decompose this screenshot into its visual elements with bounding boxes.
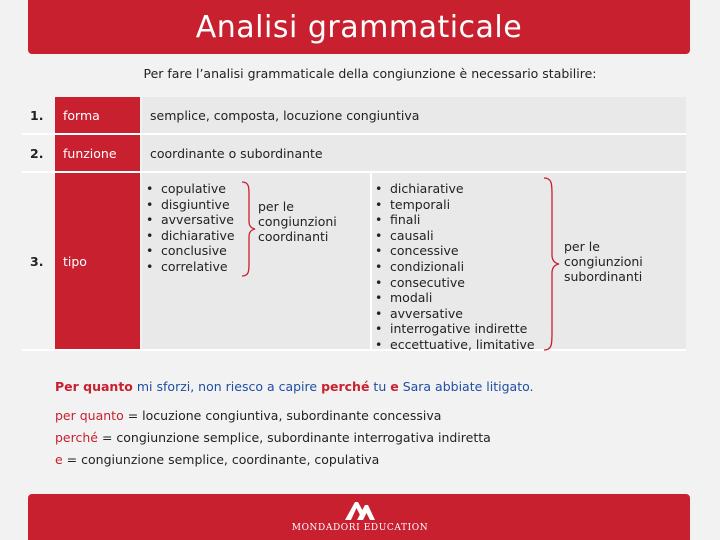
analysis-table xyxy=(22,97,686,351)
coordinanti-list xyxy=(146,181,235,275)
list-item: • conclusive xyxy=(146,243,235,259)
row-number: 1. xyxy=(22,97,54,133)
explanation-line xyxy=(55,452,379,467)
note-line: subordinanti xyxy=(564,269,643,284)
row-label: tipo xyxy=(55,173,140,349)
row-value: coordinante o subordinante xyxy=(142,135,686,171)
subordinanti-note xyxy=(564,239,643,284)
explanation-text: = congiunzione semplice, subordinante interrogativa indiretta xyxy=(97,430,491,445)
list-item: • concessive xyxy=(375,243,535,259)
table-row xyxy=(22,97,686,135)
brand-name: MONDADORI EDUCATION xyxy=(291,523,429,533)
title-bar xyxy=(28,0,690,54)
list-item: • avversative xyxy=(375,306,535,322)
list-item: • dichiarative xyxy=(146,228,235,244)
list-item: • avversative xyxy=(146,212,235,228)
explanation-line xyxy=(55,430,491,445)
mondadori-logo-icon xyxy=(343,501,377,521)
row-label: funzione xyxy=(55,135,140,171)
column-divider xyxy=(370,173,372,349)
row-label: forma xyxy=(55,97,140,133)
list-item: • copulative xyxy=(146,181,235,197)
page-title: Analisi grammaticale xyxy=(195,9,523,45)
explanation-term: perché xyxy=(55,430,98,445)
note-line: congiunzioni xyxy=(258,214,337,229)
note-line: congiunzioni xyxy=(564,254,643,269)
list-item: • dichiarative xyxy=(375,181,535,197)
note-line: coordinanti xyxy=(258,229,329,244)
explanation-line xyxy=(55,408,441,423)
list-item: • condizionali xyxy=(375,259,535,275)
intro-text: Per fare l’analisi grammaticale della congiunzione è necessario stabilire: xyxy=(143,66,597,81)
explanation-term: e xyxy=(55,452,63,467)
example-sentence xyxy=(55,379,534,394)
example-term-e: e xyxy=(390,379,399,394)
explanation-text: = locuzione congiuntiva, subordinante concessiva xyxy=(123,408,442,423)
subordinanti-list xyxy=(375,181,535,353)
list-item: • disgiuntive xyxy=(146,197,235,213)
row-value: semplice, composta, locuzione congiuntiva xyxy=(142,97,686,133)
list-item: • modali xyxy=(375,290,535,306)
note-line: per le xyxy=(564,239,600,254)
example-text: tu xyxy=(369,379,391,394)
table-row xyxy=(22,135,686,173)
table-row xyxy=(22,173,686,351)
coordinanti-note xyxy=(258,199,337,244)
example-text: mi sforzi, non riesco a capire xyxy=(132,379,322,394)
brace-coordinanti xyxy=(240,181,256,277)
list-item: • interrogative indirette xyxy=(375,321,535,337)
row-value-types xyxy=(142,173,686,352)
row-number: 3. xyxy=(22,173,54,349)
footer-logo xyxy=(0,494,720,540)
brace-subordinanti xyxy=(542,177,560,351)
list-item: • correlative xyxy=(146,259,235,275)
list-item: • temporali xyxy=(375,197,535,213)
list-item: • finali xyxy=(375,212,535,228)
row-number: 2. xyxy=(22,135,54,171)
explanation-term: per quanto xyxy=(55,408,124,423)
example-term-perche: perché xyxy=(321,379,370,394)
example-term-per-quanto: Per quanto xyxy=(55,379,133,394)
list-item: • causali xyxy=(375,228,535,244)
example-text: Sara abbiate litigato. xyxy=(398,379,534,394)
note-line: per le xyxy=(258,199,294,214)
explanation-text: = congiunzione semplice, coordinante, copulativa xyxy=(62,452,380,467)
list-item: • consecutive xyxy=(375,275,535,291)
list-item: • eccettuative, limitative xyxy=(375,337,535,353)
